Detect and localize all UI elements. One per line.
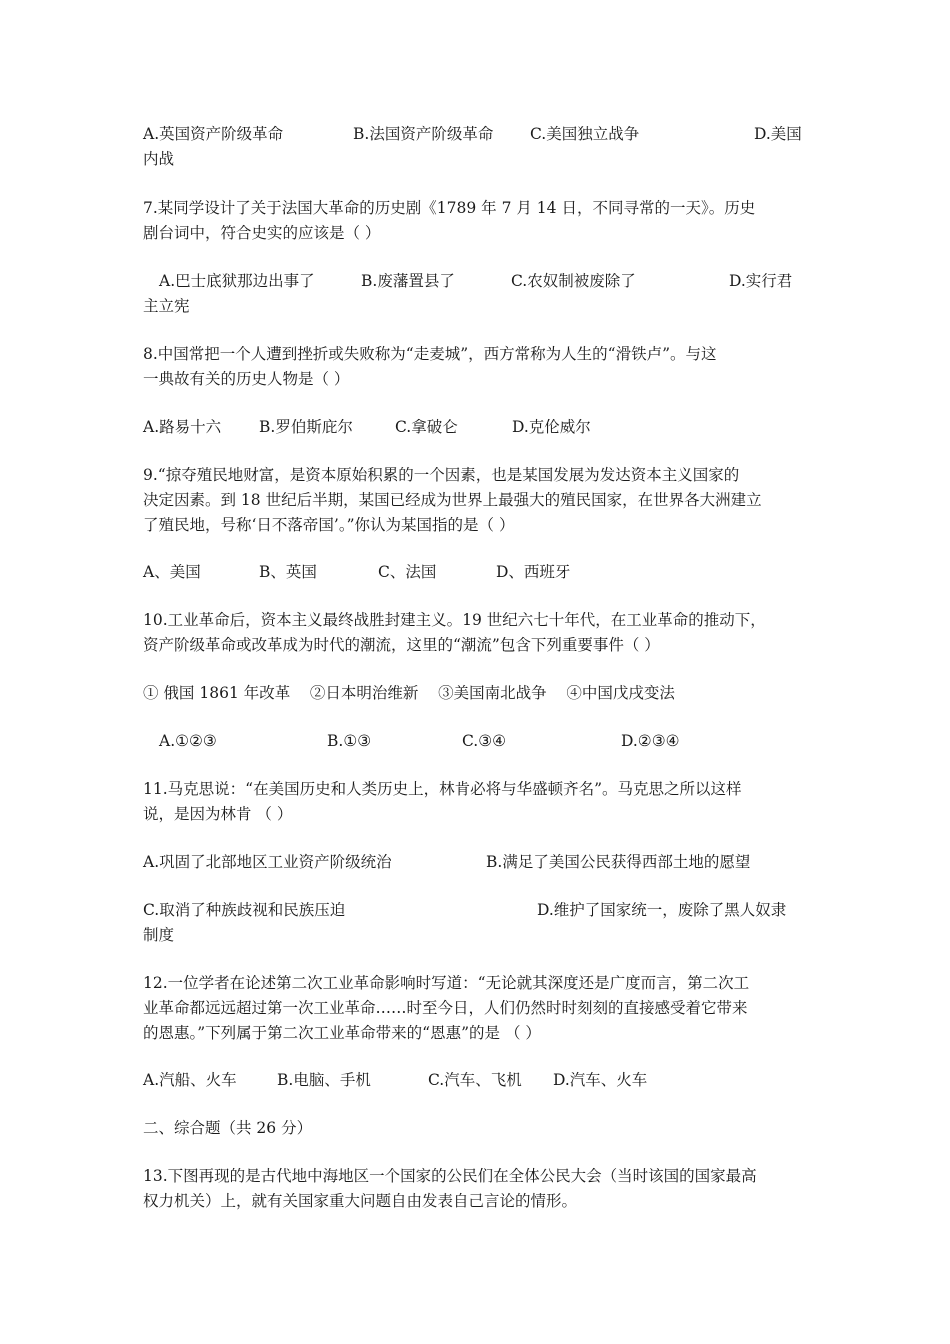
- q9-option-c: C、法国: [378, 563, 437, 581]
- q7-stem-line1: 7.某同学设计了关于法国大革命的历史剧《1789 年 7 月 14 日，不同寻常的一天》。历史: [143, 199, 756, 217]
- q9-option-a: A、美国: [143, 563, 201, 581]
- q11-stem-line2: 说，是因为林肯 （ ）: [143, 805, 293, 823]
- q6-option-b: B.法国资产阶级革命: [353, 125, 494, 143]
- q10-option-a: A.①②③: [159, 732, 217, 750]
- q11-options-row1: [143, 850, 807, 875]
- q12-options: [143, 1068, 807, 1093]
- q10-option-b: B.①③: [327, 732, 372, 750]
- q11-option-c: C.取消了种族歧视和民族压迫: [143, 901, 346, 919]
- q9-options: [143, 560, 807, 585]
- q7-options: [143, 269, 807, 294]
- q7-option-c: C.农奴制被废除了: [511, 272, 636, 290]
- q8-option-c: C.拿破仑: [395, 418, 458, 436]
- q12-option-d: D.汽车、火车: [553, 1071, 648, 1089]
- q12-stem-line2: 业革命都远远超过第一次工业革命……时至今日，人们仍然时时刻刻的直接感受着它带来: [143, 999, 748, 1017]
- q12-stem-line3: 的恩惠。”下列属于第二次工业革命带来的“恩惠”的是 （ ）: [143, 1024, 541, 1042]
- q10-options: [143, 729, 807, 754]
- q11-option-d: D.维护了国家统一，废除了黑人奴隶: [537, 901, 787, 919]
- q11-option-b: B.满足了美国公民获得西部土地的愿望: [486, 853, 751, 871]
- q9-option-b: B、英国: [259, 563, 317, 581]
- q6-option-a: A.英国资产阶级革命: [143, 125, 284, 143]
- q8-option-b: B.罗伯斯庇尔: [259, 418, 353, 436]
- q13-stem-line1: 13.下图再现的是古代地中海地区一个国家的公民们在全体公民大会（当时该国的国家最高: [143, 1167, 757, 1185]
- q6-option-c: C.美国独立战争: [530, 125, 640, 143]
- q8-options: [143, 415, 807, 440]
- q8-stem-line2: 一典故有关的历史人物是（ ）: [143, 370, 350, 388]
- q6-options: [143, 122, 807, 147]
- q7-option-d-continued: 主立宪: [143, 297, 190, 315]
- q12-option-a: A.汽船、火车: [143, 1071, 237, 1089]
- q12-option-b: B.电脑、手机: [277, 1071, 371, 1089]
- q7-option-d: D.实行君: [729, 272, 793, 290]
- q8-stem-line1: 8.中国常把一个人遭到挫折或失败称为“走麦城”，西方常称为人生的“滑铁卢”。与这: [143, 345, 717, 363]
- q11-option-d-continued: 制度: [143, 926, 175, 944]
- q9-stem-line2: 决定因素。到 18 世纪后半期，某国已经成为世界上最强大的殖民国家，在世界各大洲建立: [143, 491, 762, 509]
- q10-events-list: ① 俄国 1861 年改革 ②日本明治维新 ③美国南北战争 ④中国戊戌变法: [143, 684, 675, 702]
- q11-stem-line1: 11.马克思说：“在美国历史和人类历史上，林肯必将与华盛顿齐名”。马克思之所以这样: [143, 780, 742, 798]
- q8-option-a: A.路易十六: [143, 418, 222, 436]
- q10-stem-line2: 资产阶级革命或改革成为时代的潮流，这里的“潮流”包含下列重要事件（ ）: [143, 636, 660, 654]
- q8-option-d: D.克伦威尔: [512, 418, 591, 436]
- q10-option-c: C.③④: [462, 732, 507, 750]
- q11-option-a: A.巩固了北部地区工业资产阶级统治: [143, 853, 392, 871]
- section2-heading: 二、综合题（共 26 分）: [143, 1119, 313, 1137]
- q11-options-row2: [143, 898, 807, 923]
- q12-stem-line1: 12.一位学者在论述第二次工业革命影响时写道：“无论就其深度还是广度而言，第二次工: [143, 974, 750, 992]
- q9-option-d: D、西班牙: [496, 563, 571, 581]
- q7-option-a: A.巴士底狱那边出事了: [159, 272, 315, 290]
- q10-option-d: D.②③④: [621, 732, 680, 750]
- q10-stem-line1: 10.工业革命后，资本主义最终战胜封建主义。19 世纪六七十年代，在工业革命的推动下，: [143, 611, 766, 629]
- q7-option-b: B.废藩置县了: [361, 272, 455, 290]
- q13-stem-line2: 权力机关）上，就有关国家重大问题自由发表自己言论的情形。: [143, 1192, 578, 1210]
- q7-stem-line2: 剧台词中，符合史实的应该是（ ）: [143, 224, 381, 242]
- q6-option-d-continued: 内战: [143, 150, 175, 168]
- q9-stem-line3: 了殖民地，号称‘日不落帝国’。”你认为某国指的是（ ）: [143, 516, 515, 534]
- q12-option-c: C.汽车、飞机: [428, 1071, 522, 1089]
- exam-page: [143, 122, 807, 1214]
- q6-option-d: D.美国: [754, 125, 802, 143]
- q9-stem-line1: 9.“掠夺殖民地财富，是资本原始积累的一个因素，也是某国发展为发达资本主义国家的: [143, 466, 740, 484]
